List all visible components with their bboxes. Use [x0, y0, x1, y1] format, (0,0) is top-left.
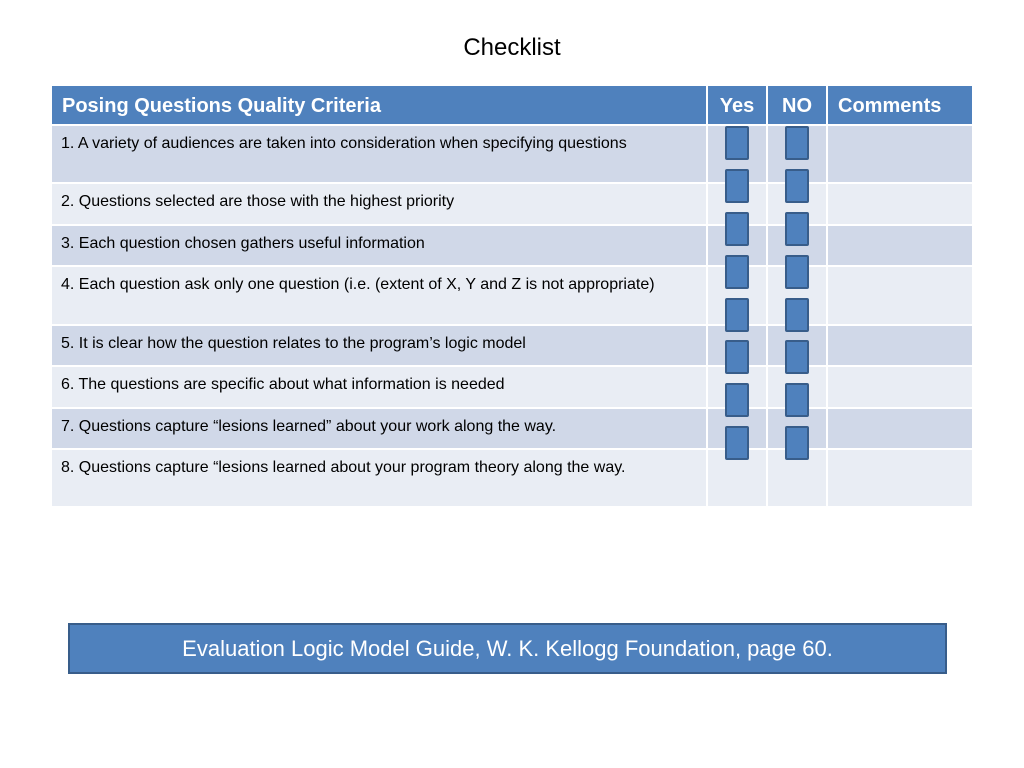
no-checkbox[interactable]	[785, 340, 809, 374]
citation-box: Evaluation Logic Model Guide, W. K. Kellogg Foundation, page 60.	[68, 623, 947, 674]
no-checkbox[interactable]	[785, 169, 809, 203]
criteria-cell: 3. Each question chosen gathers useful information	[52, 226, 708, 267]
yes-checkbox[interactable]	[725, 383, 749, 417]
criteria-cell: 8. Questions capture “lesions learned about your program theory along the way.	[52, 450, 708, 508]
comments-cell[interactable]	[828, 267, 972, 326]
criteria-cell: 1. A variety of audiences are taken into consideration when specifying questions	[52, 126, 708, 184]
no-checkbox[interactable]	[785, 212, 809, 246]
criteria-cell: 6. The questions are specific about what information is needed	[52, 367, 708, 409]
no-checkbox[interactable]	[785, 426, 809, 460]
yes-checkbox[interactable]	[725, 212, 749, 246]
comments-cell[interactable]	[828, 450, 972, 508]
criteria-cell: 5. It is clear how the question relates to the program’s logic model	[52, 326, 708, 367]
table-row	[52, 184, 972, 226]
header-comments: Comments	[828, 86, 972, 126]
criteria-table	[52, 86, 972, 508]
table-row	[52, 409, 972, 450]
table-row	[52, 367, 972, 409]
table-row	[52, 450, 972, 508]
no-checkbox[interactable]	[785, 298, 809, 332]
criteria-cell: 2. Questions selected are those with the highest priority	[52, 184, 708, 226]
table-row	[52, 326, 972, 367]
yes-checkbox[interactable]	[725, 298, 749, 332]
page-title: Checklist	[463, 34, 561, 61]
comments-cell[interactable]	[828, 226, 972, 267]
criteria-cell: 7. Questions capture “lesions learned” about your work along the way.	[52, 409, 708, 450]
header-no: NO	[768, 86, 828, 126]
comments-cell[interactable]	[828, 409, 972, 450]
comments-cell[interactable]	[828, 367, 972, 409]
comments-cell[interactable]	[828, 184, 972, 226]
yes-checkbox[interactable]	[725, 340, 749, 374]
yes-checkbox[interactable]	[725, 126, 749, 160]
table-row	[52, 226, 972, 267]
no-checkbox[interactable]	[785, 126, 809, 160]
table-header-row	[52, 86, 972, 126]
header-criteria: Posing Questions Quality Criteria	[52, 86, 708, 126]
no-checkbox[interactable]	[785, 255, 809, 289]
table-row	[52, 267, 972, 326]
no-checkbox[interactable]	[785, 383, 809, 417]
comments-cell[interactable]	[828, 326, 972, 367]
comments-cell[interactable]	[828, 126, 972, 184]
yes-checkbox[interactable]	[725, 169, 749, 203]
yes-checkbox[interactable]	[725, 426, 749, 460]
table-row	[52, 126, 972, 184]
yes-checkbox[interactable]	[725, 255, 749, 289]
criteria-cell: 4. Each question ask only one question (i.e. (extent of X, Y and Z is not appropriate)	[52, 267, 708, 326]
header-yes: Yes	[708, 86, 768, 126]
